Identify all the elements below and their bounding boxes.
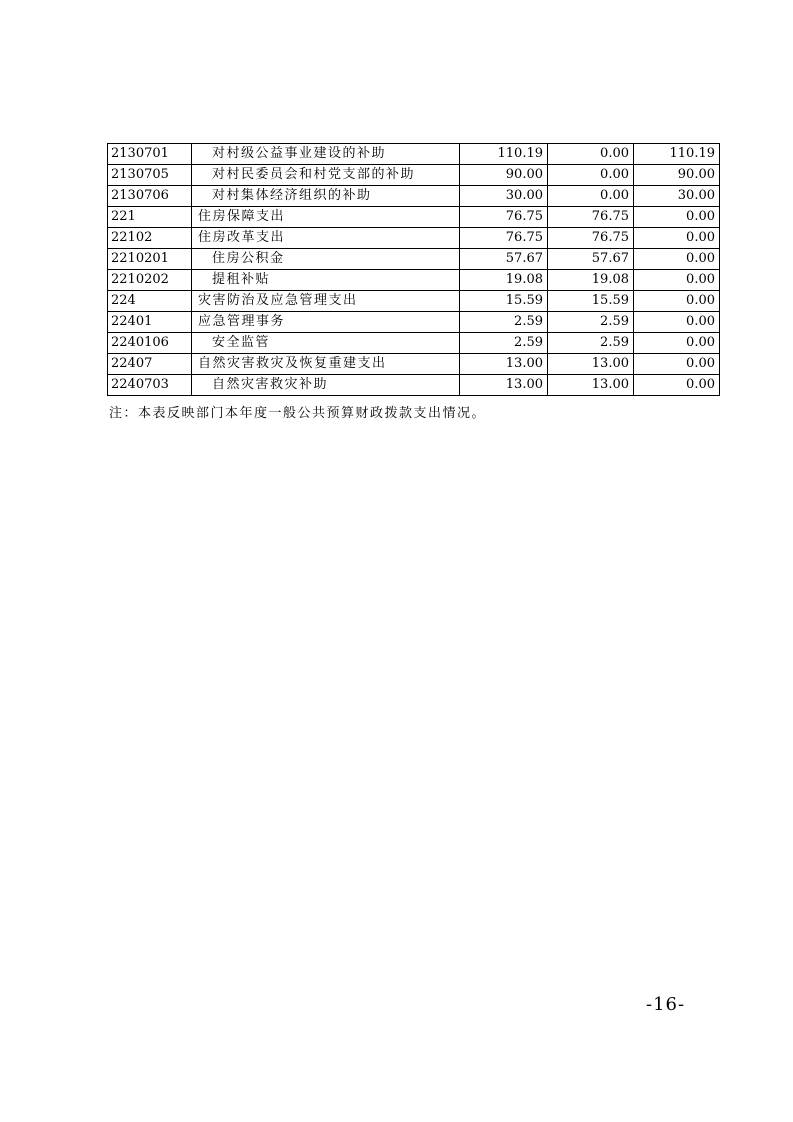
subject-name: 自然灾害救灾补助 [192, 375, 460, 396]
amount-basic: 0.00 [548, 165, 634, 186]
subject-name: 对村级公益事业建设的补助 [192, 144, 460, 165]
table-row [108, 144, 720, 165]
page-number: -16- [646, 994, 686, 1015]
amount-project: 0.00 [634, 312, 720, 333]
amount-total: 76.75 [460, 207, 548, 228]
table-footnote: 注：本表反映部门本年度一般公共预算财政拨款支出情况。 [109, 406, 487, 421]
amount-project: 0.00 [634, 291, 720, 312]
amount-basic: 0.00 [548, 186, 634, 207]
subject-code: 2130706 [108, 186, 192, 207]
subject-code: 2210201 [108, 249, 192, 270]
amount-total: 57.67 [460, 249, 548, 270]
amount-basic: 76.75 [548, 207, 634, 228]
subject-code: 2130705 [108, 165, 192, 186]
amount-basic: 0.00 [548, 144, 634, 165]
amount-project: 0.00 [634, 333, 720, 354]
amount-total: 19.08 [460, 270, 548, 291]
table-row [108, 354, 720, 375]
table-row [108, 291, 720, 312]
amount-basic: 19.08 [548, 270, 634, 291]
table-row [108, 333, 720, 354]
subject-name: 应急管理事务 [192, 312, 460, 333]
amount-project: 0.00 [634, 249, 720, 270]
table-row [108, 186, 720, 207]
amount-project: 0.00 [634, 207, 720, 228]
amount-total: 2.59 [460, 333, 548, 354]
amount-basic: 76.75 [548, 228, 634, 249]
subject-code: 2240703 [108, 375, 192, 396]
amount-total: 76.75 [460, 228, 548, 249]
subject-code: 2240106 [108, 333, 192, 354]
table-row [108, 207, 720, 228]
amount-project: 110.19 [634, 144, 720, 165]
subject-name: 对村集体经济组织的补助 [192, 186, 460, 207]
amount-basic: 13.00 [548, 354, 634, 375]
amount-basic: 13.00 [548, 375, 634, 396]
subject-name: 对村民委员会和村党支部的补助 [192, 165, 460, 186]
subject-code: 221 [108, 207, 192, 228]
subject-name: 灾害防治及应急管理支出 [192, 291, 460, 312]
subject-name: 自然灾害救灾及恢复重建支出 [192, 354, 460, 375]
subject-code: 2130701 [108, 144, 192, 165]
amount-total: 110.19 [460, 144, 548, 165]
amount-project: 90.00 [634, 165, 720, 186]
amount-project: 0.00 [634, 375, 720, 396]
amount-total: 30.00 [460, 186, 548, 207]
subject-code: 22407 [108, 354, 192, 375]
amount-project: 0.00 [634, 270, 720, 291]
amount-basic: 2.59 [548, 333, 634, 354]
subject-name: 住房改革支出 [192, 228, 460, 249]
subject-name: 提租补贴 [192, 270, 460, 291]
table-row [108, 312, 720, 333]
table-row [108, 375, 720, 396]
amount-total: 2.59 [460, 312, 548, 333]
amount-project: 30.00 [634, 186, 720, 207]
amount-basic: 2.59 [548, 312, 634, 333]
amount-basic: 15.59 [548, 291, 634, 312]
table-row [108, 165, 720, 186]
subject-name: 住房保障支出 [192, 207, 460, 228]
amount-total: 13.00 [460, 354, 548, 375]
subject-code: 22401 [108, 312, 192, 333]
subject-name: 住房公积金 [192, 249, 460, 270]
subject-code: 224 [108, 291, 192, 312]
amount-basic: 57.67 [548, 249, 634, 270]
subject-code: 2210202 [108, 270, 192, 291]
subject-name: 安全监管 [192, 333, 460, 354]
subject-code: 22102 [108, 228, 192, 249]
amount-total: 90.00 [460, 165, 548, 186]
amount-total: 13.00 [460, 375, 548, 396]
amount-project: 0.00 [634, 354, 720, 375]
table-row [108, 270, 720, 291]
amount-project: 0.00 [634, 228, 720, 249]
budget-expenditure-table [107, 143, 720, 396]
table-row [108, 228, 720, 249]
amount-total: 15.59 [460, 291, 548, 312]
table-row [108, 249, 720, 270]
table-body [108, 144, 720, 396]
